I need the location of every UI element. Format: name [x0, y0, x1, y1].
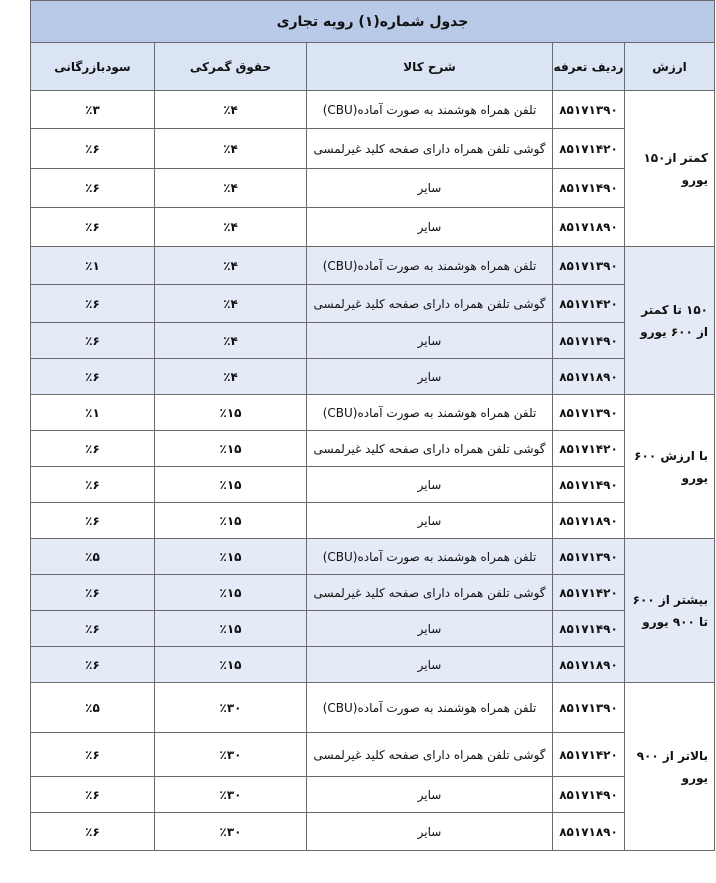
description-cell: سایر: [307, 777, 553, 813]
description-cell: سایر: [307, 359, 553, 395]
tariff-code-cell: ۸۵۱۷۱۸۹۰: [553, 208, 625, 247]
tariff-code-cell: ۸۵۱۷۱۴۲۰: [553, 733, 625, 777]
customs-duty-cell: ٪۴: [155, 169, 307, 208]
customs-duty-cell: ٪۳۰: [155, 777, 307, 813]
tariff-code-cell: ۸۵۱۷۱۳۹۰: [553, 247, 625, 285]
commercial-profit-cell: ٪۱: [31, 395, 155, 431]
customs-duty-cell: ٪۱۵: [155, 503, 307, 539]
commercial-profit-cell: ٪۶: [31, 777, 155, 813]
table-row: [31, 467, 715, 503]
customs-duty-cell: ٪۴: [155, 285, 307, 323]
description-cell: تلفن همراه هوشمند به صورت آماده(CBU): [307, 539, 553, 575]
tariff-code-cell: ۸۵۱۷۱۳۹۰: [553, 683, 625, 733]
table-row: [31, 813, 715, 851]
description-cell: گوشی تلفن همراه دارای صفحه کلید غیرلمسی: [307, 431, 553, 467]
tariff-code-cell: ۸۵۱۷۱۴۹۰: [553, 323, 625, 359]
description-cell: سایر: [307, 611, 553, 647]
commercial-profit-cell: ٪۶: [31, 208, 155, 247]
table-row: [31, 91, 715, 129]
description-cell: سایر: [307, 169, 553, 208]
value-range-cell: بالاتر از ۹۰۰ یورو: [625, 683, 715, 851]
description-cell: گوشی تلفن همراه دارای صفحه کلید غیرلمسی: [307, 285, 553, 323]
value-range-cell: کمتر از۱۵۰ یورو: [625, 91, 715, 247]
customs-duty-cell: ٪۳۰: [155, 733, 307, 777]
header-tariff: ردیف تعرفه: [553, 43, 625, 91]
tariff-code-cell: ۸۵۱۷۱۴۹۰: [553, 777, 625, 813]
customs-duty-cell: ٪۳۰: [155, 683, 307, 733]
tariff-code-cell: ۸۵۱۷۱۸۹۰: [553, 647, 625, 683]
customs-duty-cell: ٪۱۵: [155, 647, 307, 683]
customs-duty-cell: ٪۱۵: [155, 575, 307, 611]
customs-duty-cell: ٪۴: [155, 91, 307, 129]
commercial-profit-cell: ٪۶: [31, 467, 155, 503]
commercial-profit-cell: ٪۶: [31, 129, 155, 169]
description-cell: سایر: [307, 323, 553, 359]
customs-duty-cell: ٪۱۵: [155, 395, 307, 431]
customs-duty-cell: ٪۴: [155, 323, 307, 359]
description-cell: تلفن همراه هوشمند به صورت آماده(CBU): [307, 91, 553, 129]
tariff-table: [30, 0, 715, 851]
table-row: [31, 169, 715, 208]
tariff-code-cell: ۸۵۱۷۱۸۹۰: [553, 813, 625, 851]
tariff-code-cell: ۸۵۱۷۱۴۲۰: [553, 285, 625, 323]
description-cell: تلفن همراه هوشمند به صورت آماده(CBU): [307, 247, 553, 285]
commercial-profit-cell: ٪۶: [31, 359, 155, 395]
table-row: [31, 647, 715, 683]
commercial-profit-cell: ٪۶: [31, 575, 155, 611]
table-row: [31, 285, 715, 323]
commercial-profit-cell: ٪۶: [31, 323, 155, 359]
tariff-code-cell: ۸۵۱۷۱۳۹۰: [553, 539, 625, 575]
description-cell: سایر: [307, 647, 553, 683]
tariff-code-cell: ۸۵۱۷۱۸۹۰: [553, 503, 625, 539]
commercial-profit-cell: ٪۶: [31, 503, 155, 539]
header-profit: سودبازرگانی: [31, 43, 155, 91]
value-range-cell: با ارزش ۶۰۰ یورو: [625, 395, 715, 539]
commercial-profit-cell: ٪۶: [31, 733, 155, 777]
commercial-profit-cell: ٪۳: [31, 91, 155, 129]
description-cell: تلفن همراه هوشمند به صورت آماده(CBU): [307, 683, 553, 733]
tariff-table-container: [30, 0, 714, 851]
commercial-profit-cell: ٪۶: [31, 169, 155, 208]
header-customs: حقوق گمرکی: [155, 43, 307, 91]
customs-duty-cell: ٪۱۵: [155, 539, 307, 575]
tariff-code-cell: ۸۵۱۷۱۴۲۰: [553, 431, 625, 467]
tariff-code-cell: ۸۵۱۷۱۴۹۰: [553, 611, 625, 647]
tariff-code-cell: ۸۵۱۷۱۴۹۰: [553, 169, 625, 208]
tariff-code-cell: ۸۵۱۷۱۴۲۰: [553, 575, 625, 611]
table-row: [31, 539, 715, 575]
value-range-cell: ۱۵۰ تا کمتر از ۶۰۰ یورو: [625, 247, 715, 395]
table-row: [31, 247, 715, 285]
customs-duty-cell: ٪۴: [155, 208, 307, 247]
customs-duty-cell: ٪۴: [155, 359, 307, 395]
table-row: [31, 208, 715, 247]
header-value: ارزش: [625, 43, 715, 91]
tariff-code-cell: ۸۵۱۷۱۴۹۰: [553, 467, 625, 503]
table-body: [31, 91, 715, 851]
tariff-code-cell: ۸۵۱۷۱۳۹۰: [553, 395, 625, 431]
table-row: [31, 777, 715, 813]
table-row: [31, 359, 715, 395]
description-cell: سایر: [307, 467, 553, 503]
table-title: جدول شماره(۱) رویه تجاری: [31, 1, 715, 43]
table-row: [31, 683, 715, 733]
description-cell: تلفن همراه هوشمند به صورت آماده(CBU): [307, 395, 553, 431]
description-cell: سایر: [307, 503, 553, 539]
description-cell: گوشی تلفن همراه دارای صفحه کلید غیرلمسی: [307, 575, 553, 611]
table-row: [31, 575, 715, 611]
description-cell: سایر: [307, 813, 553, 851]
commercial-profit-cell: ٪۶: [31, 611, 155, 647]
commercial-profit-cell: ٪۶: [31, 813, 155, 851]
customs-duty-cell: ٪۳۰: [155, 813, 307, 851]
commercial-profit-cell: ٪۱: [31, 247, 155, 285]
description-cell: سایر: [307, 208, 553, 247]
commercial-profit-cell: ٪۶: [31, 431, 155, 467]
table-row: [31, 503, 715, 539]
table-row: [31, 395, 715, 431]
commercial-profit-cell: ٪۵: [31, 539, 155, 575]
description-cell: گوشی تلفن همراه دارای صفحه کلید غیرلمسی: [307, 129, 553, 169]
commercial-profit-cell: ٪۶: [31, 285, 155, 323]
header-description: شرح کالا: [307, 43, 553, 91]
table-row: [31, 129, 715, 169]
commercial-profit-cell: ٪۶: [31, 647, 155, 683]
customs-duty-cell: ٪۴: [155, 129, 307, 169]
table-row: [31, 431, 715, 467]
value-range-cell: بیشتر از ۶۰۰ تا ۹۰۰ یورو: [625, 539, 715, 683]
table-row: [31, 733, 715, 777]
tariff-code-cell: ۸۵۱۷۱۳۹۰: [553, 91, 625, 129]
tariff-code-cell: ۸۵۱۷۱۸۹۰: [553, 359, 625, 395]
customs-duty-cell: ٪۱۵: [155, 611, 307, 647]
table-row: [31, 611, 715, 647]
customs-duty-cell: ٪۱۵: [155, 467, 307, 503]
commercial-profit-cell: ٪۵: [31, 683, 155, 733]
tariff-code-cell: ۸۵۱۷۱۴۲۰: [553, 129, 625, 169]
table-row: [31, 323, 715, 359]
customs-duty-cell: ٪۴: [155, 247, 307, 285]
customs-duty-cell: ٪۱۵: [155, 431, 307, 467]
description-cell: گوشی تلفن همراه دارای صفحه کلید غیرلمسی: [307, 733, 553, 777]
